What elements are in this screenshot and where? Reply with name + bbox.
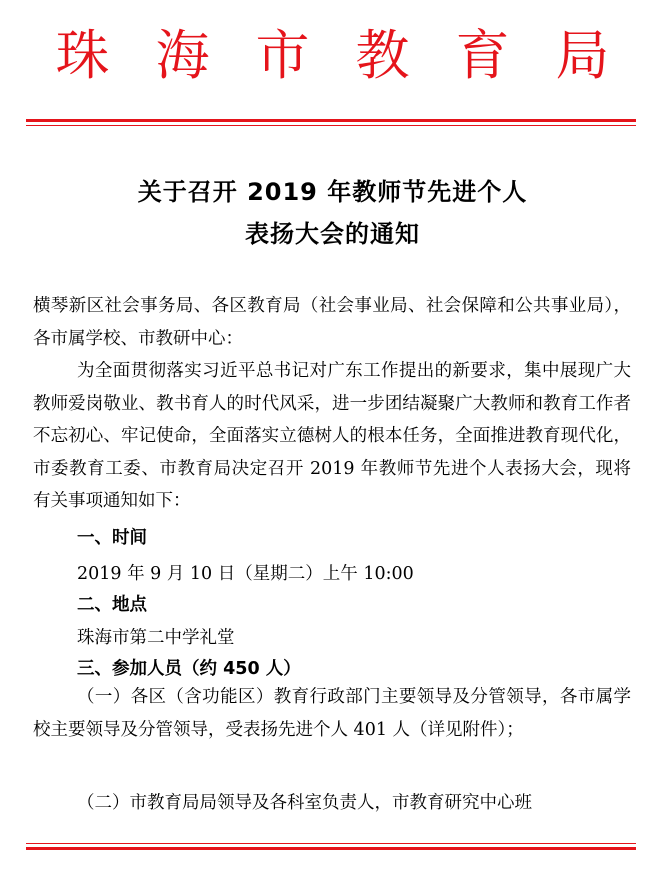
masthead	[0, 10, 665, 102]
intro-paragraph: 为全面贯彻落实习近平总书记对广东工作提出的新要求，集中展现广大教师爱岗敬业、教书育人的时代风采，进一步团结凝聚广大教师和教育工作者不忘初心、牢记使命，全面落实立德树人的根本任务，全面推进教育现代化，市委教育工委、市教育局决定召开 2019 年教师节先进个人表扬大会，现将有关事项通知如下：	[33, 361, 631, 511]
footer-rule-thick	[26, 847, 636, 850]
attendees-item-1: （一）各区（含功能区）教育行政部门主要领导及分管领导，各市属学校主要领导及分管领导，受表扬先进个人 401 人（详见附件）；	[33, 687, 631, 740]
section-time-value: 2019 年 9 月 10 日（星期二）上午 10:00	[77, 564, 414, 584]
recipients-paragraph: 横琴新区社会事务局、各区教育局（社会事业局、社会保障和公共事业局），各市属学校、市教研中心：	[33, 296, 631, 349]
attendees-item-2: （二）市教育局局领导及各科室负责人，市教育研究中心班	[77, 793, 532, 813]
section-attendees-heading: 三、参加人员（约 450 人）	[77, 659, 301, 679]
footer-rule-thin	[26, 843, 636, 844]
notice-title-line2: 表扬大会的通知	[245, 220, 420, 248]
masthead-org-name: 珠海市教育局	[55, 24, 656, 87]
section-place-heading: 二、地点	[77, 595, 147, 615]
notice-title-line1: 关于召开 2019 年教师节先进个人	[137, 178, 528, 206]
masthead-rule-thin	[26, 125, 636, 126]
section-place-value: 珠海市第二中学礼堂	[77, 628, 235, 648]
masthead-rule-thick	[26, 119, 636, 122]
section-time-heading: 一、时间	[77, 528, 147, 548]
